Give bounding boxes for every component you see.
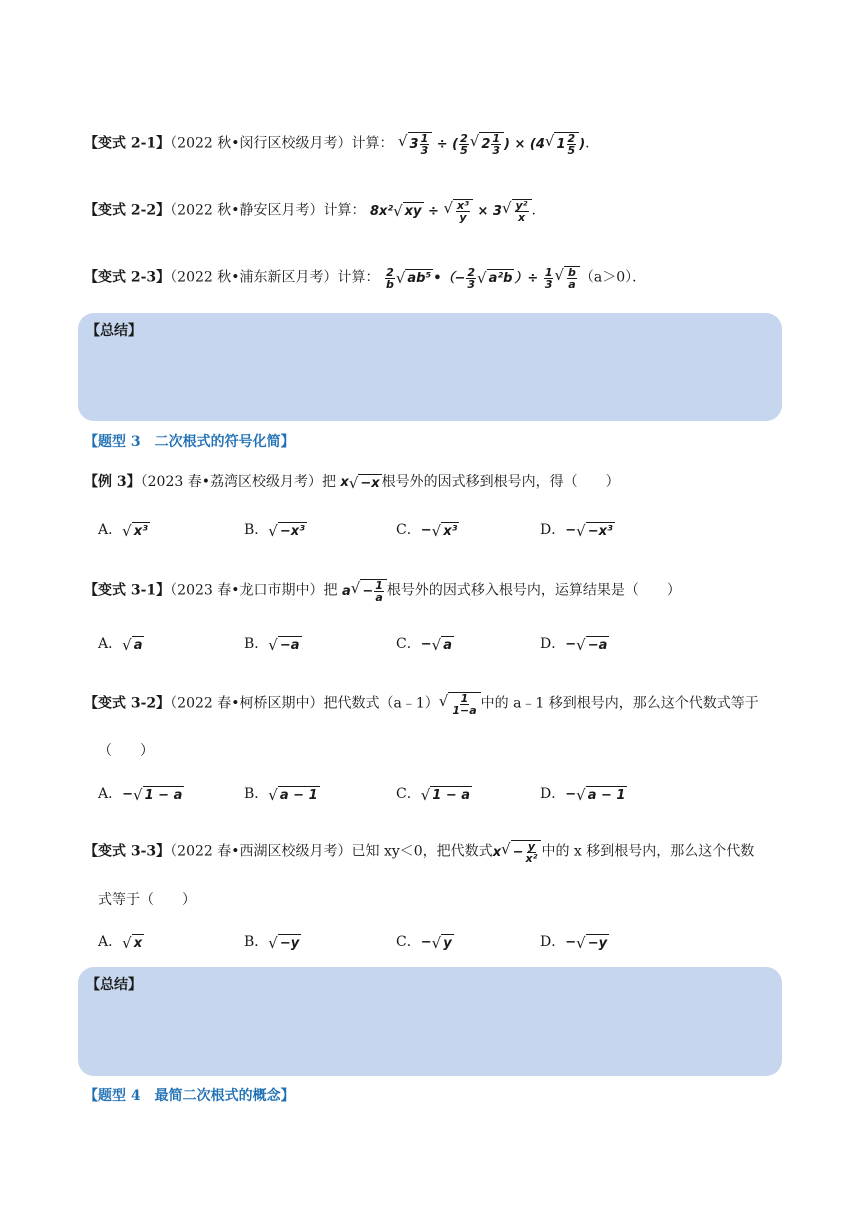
problem-verb: 计算： (337, 269, 380, 286)
option-d: D．− √ −x³ (540, 521, 613, 540)
problem-tag: 【变式 3-1】 (84, 582, 171, 599)
formula: 8x² √ xy ÷ √ $\frac{\text{x³}}{y}$ × 3 √ $\frac{\text{y²}}{x}$ (370, 204, 532, 219)
option-a: A．− √ 1 − a (98, 785, 183, 804)
example-3: 【例 3】（2023 春•荔湾区校级月考）把 x √ −x 根号外的因式移到根号内，得（ ） (84, 473, 620, 492)
option-c: C．− √ a (396, 635, 452, 654)
problem-verb: 计算： (351, 135, 394, 152)
option-b: B． √ a − 1 (244, 785, 318, 804)
problem-2-2: 【变式 2-2】（2022 秋•静安区月考）计算： 8x² √ xy ÷ √ $\frac{\text{x³}}{y}$ × 3 √ $\frac{\text{y²}}{x}$ . (84, 199, 536, 224)
option-b: B． √ −a (244, 635, 300, 654)
problem-tag: 【例 3】 (84, 474, 141, 490)
problem-tag: 【变式 3-2】 (84, 695, 171, 712)
summary-label: 【总结】 (86, 977, 142, 993)
problem-continuation: 式等于（ ） (98, 892, 196, 908)
condition: （a＞0）． (579, 269, 647, 286)
summary-box (78, 313, 782, 421)
section-title: 【题型 3 二次根式的符号化简】 (84, 434, 295, 450)
problem-source: （2023 春•龙口市期中） (170, 582, 324, 599)
option-d: D．− √ a − 1 (540, 785, 626, 804)
problem-source: （2022 秋•静安区月考） (170, 202, 324, 219)
problem-2-3 (84, 266, 646, 290)
section-title: 【题型 4 最简二次根式的概念】 (84, 1088, 295, 1104)
problem-tag: 【变式 2-2】 (84, 202, 171, 219)
problem-tag: 【变式 3-3】 (84, 843, 171, 860)
problem-3-2: 【变式 3-2】（2022 春•柯桥区期中）把代数式（a﹣1） √ $\frac{1}{1-a}$ 中的 a﹣1 移到根号内，那么这个代数式等于 (84, 692, 759, 717)
problem-3-1: 【变式 3-1】（2023 春•龙口市期中）把 a √ − $\frac{1}{a}$ 根号外的因式移入根号内，运算结果是（ ） (84, 579, 681, 604)
option-d: D．− √ −y (540, 933, 608, 952)
problem-source: （2023 春•荔湾区校级月考） (140, 474, 322, 490)
summary-label: 【总结】 (86, 323, 142, 339)
problem-2-1: 【变式 2-1】（2022 秋•闵行区校级月考）计算： √ 3 $\frac{1}{3}$ ÷ ( $\frac{2}{5}$ √ 2 $\frac{1}{3}$ ) × (4 √ 1 $\frac{2}{5}$ ). (84, 131, 590, 157)
problem-source: （2022 秋•闵行区校级月考） (170, 135, 352, 152)
option-b: B． √ −y (244, 933, 300, 952)
formula: $\frac{2}{b}$ √ ab⁵ •（− $\frac{2}{3}$ √ a²b ）÷ $\frac{1}{3}$ √ $\frac{b}{a}$ (384, 271, 580, 286)
option-a: A． √ x (98, 933, 143, 952)
problem-source: （2022 春•西湖区校级月考） (170, 843, 352, 860)
option-d: D．− √ −a (540, 635, 608, 654)
problem-source: （2022 秋•浦东新区月考） (170, 269, 338, 286)
option-b: B． √ −x³ (244, 521, 305, 540)
problem-tag: 【变式 2-3】 (84, 269, 171, 286)
formula: √ 3 $\frac{1}{3}$ ÷ ( $\frac{2}{5}$ √ 2 $\frac{1}{3}$ ) × (4 √ 1 $\frac{2}{5}$ ) (397, 131, 586, 157)
problem-verb: 计算： (323, 202, 366, 219)
summary-box (78, 967, 782, 1076)
option-a: A． √ a (98, 635, 143, 654)
problem-source: （2022 春•柯桥区期中） (170, 695, 324, 712)
option-a: A． √ x³ (98, 521, 148, 540)
option-c: C．− √ x³ (396, 521, 458, 540)
option-c: C． √ 1 − a (396, 785, 471, 804)
option-c: C．− √ y (396, 933, 452, 952)
problem-continuation: （ ） (98, 743, 154, 759)
problem-3-3: 【变式 3-3】（2022 春•西湖区校级月考）已知 xy＜0，把代数式x √ − $\frac{y}{\text{x²}}$ 中的 x 移到根号内，那么这个代数 (84, 840, 755, 865)
problem-tag: 【变式 2-1】 (84, 135, 171, 152)
